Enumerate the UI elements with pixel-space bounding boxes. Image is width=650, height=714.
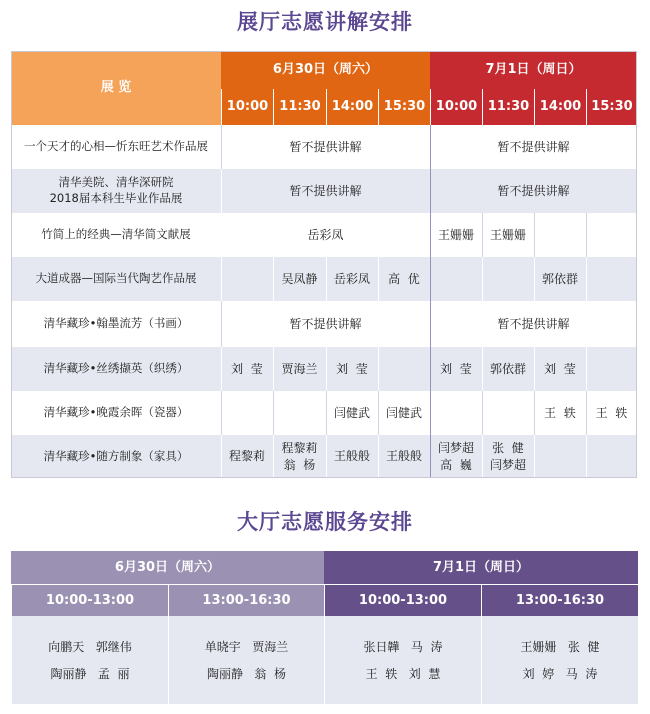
volunteer-cell bbox=[586, 435, 637, 478]
volunteer-cell: 刘 莹 bbox=[336, 361, 368, 376]
volunteer-cell bbox=[221, 257, 273, 301]
service-volunteers bbox=[168, 616, 324, 704]
service-time-header: 13:00-16:30 bbox=[481, 584, 638, 616]
volunteer-cell: 张 健 闫梦超 bbox=[489, 441, 526, 472]
service-title: 大厅志愿服务安排 bbox=[237, 510, 413, 534]
volunteer-cell: 刘 莹 bbox=[544, 361, 576, 376]
day1-merged-cell: 暂不提供讲解 bbox=[289, 183, 362, 198]
exhibit-name: 清华藏珍•翰墨流芳（书画） bbox=[43, 316, 189, 331]
volunteer-cell bbox=[221, 391, 273, 435]
time-header-1: 10:00 bbox=[221, 89, 273, 125]
service-volunteers bbox=[324, 616, 481, 704]
time-header-7: 14:00 bbox=[534, 89, 586, 125]
time-header-6: 11:30 bbox=[482, 89, 534, 125]
volunteer-cell bbox=[534, 435, 586, 478]
volunteer-cell: 贾海兰 bbox=[281, 361, 318, 376]
service-volunteer-line: 王 轶 刘 慧 bbox=[365, 667, 441, 681]
exhibit-name: 清华藏珍•随方制象（家具） bbox=[43, 448, 189, 463]
volunteer-cell bbox=[586, 347, 637, 391]
volunteer-cell: 郭依群 bbox=[489, 361, 526, 376]
service-volunteer-line: 王姗姗 张 健 bbox=[520, 640, 600, 654]
volunteer-cell: 吴凤静 bbox=[281, 271, 318, 286]
time-header-8: 15:30 bbox=[586, 89, 637, 125]
volunteer-cell: 王 轶 bbox=[595, 405, 628, 420]
service-volunteer-line: 陶丽静 翁 杨 bbox=[206, 667, 287, 681]
explanation-schedule-table bbox=[11, 51, 637, 478]
volunteer-cell bbox=[273, 391, 326, 435]
volunteer-cell: 王 轶 bbox=[544, 405, 576, 420]
volunteer-cell: 王般般 bbox=[333, 449, 370, 464]
service-volunteers bbox=[481, 616, 638, 704]
exhibit-name: 清华藏珍•丝绣撷英（织绣） bbox=[43, 361, 189, 376]
volunteer-cell: 闫梦超 高 巍 bbox=[437, 441, 474, 472]
volunteer-cell: 王姗姗 bbox=[437, 227, 474, 242]
time-header-5: 10:00 bbox=[430, 89, 482, 125]
day2-merged-cell: 暂不提供讲解 bbox=[497, 316, 570, 331]
volunteer-cell bbox=[430, 391, 482, 435]
volunteer-cell: 王般般 bbox=[385, 449, 422, 464]
service-volunteer-line: 张日韡 马 涛 bbox=[363, 640, 443, 654]
volunteer-cell: 程黎莉 bbox=[228, 449, 265, 464]
volunteer-cell: 闫健武 bbox=[385, 405, 422, 420]
service-volunteer-line: 向鹏天 郭继伟 bbox=[48, 640, 132, 654]
volunteer-cell bbox=[586, 257, 637, 301]
service-volunteer-line: 刘 婷 马 涛 bbox=[522, 667, 598, 681]
exhibit-name: 清华藏珍•晚霞余晖（瓷器） bbox=[43, 405, 189, 420]
day1-merged-cell: 岳彩凤 bbox=[221, 213, 430, 257]
time-header-3: 14:00 bbox=[326, 89, 378, 125]
time-header-4: 15:30 bbox=[378, 89, 430, 125]
volunteer-cell bbox=[430, 257, 482, 301]
exhibit-column-header: 展 览 bbox=[11, 51, 221, 125]
volunteer-cell bbox=[586, 213, 637, 257]
service-time-header: 10:00-13:00 bbox=[11, 584, 168, 616]
service-time-header: 13:00-16:30 bbox=[168, 584, 324, 616]
exhibit-name: 大道成器—国际当代陶艺作品展 bbox=[35, 271, 197, 286]
volunteer-cell bbox=[482, 391, 534, 435]
exhibit-name: 清华美院、清华深研院 2018届本科生毕业作品展 bbox=[49, 175, 183, 205]
day1-header: 6月30日（周六） bbox=[221, 51, 430, 89]
volunteer-cell: 高 优 bbox=[388, 271, 420, 286]
volunteer-cell: 刘 莹 bbox=[231, 361, 263, 376]
hall-service-table bbox=[11, 551, 638, 704]
volunteer-cell: 程黎莉 翁 杨 bbox=[281, 441, 318, 472]
volunteer-cell: 郭依群 bbox=[541, 271, 578, 286]
exhibit-name: 竹简上的经典—清华简文献展 bbox=[41, 227, 191, 242]
service-day1-header: 6月30日（周六） bbox=[11, 551, 324, 584]
volunteer-cell: 闫健武 bbox=[333, 405, 370, 420]
volunteer-cell bbox=[378, 347, 430, 391]
volunteer-cell: 岳彩凤 bbox=[333, 271, 370, 286]
day1-merged-cell: 暂不提供讲解 bbox=[289, 139, 362, 154]
service-day2-header: 7月1日（周日） bbox=[324, 551, 638, 584]
volunteer-cell: 王姗姗 bbox=[489, 227, 526, 242]
schedule-title: 展厅志愿讲解安排 bbox=[237, 10, 413, 34]
day-divider bbox=[430, 125, 431, 478]
volunteer-cell: 刘 莹 bbox=[440, 361, 472, 376]
day2-merged-cell: 暂不提供讲解 bbox=[497, 183, 570, 198]
volunteer-cell bbox=[534, 213, 586, 257]
exhibit-name: 一个天才的心相—忻东旺艺术作品展 bbox=[24, 139, 208, 154]
service-time-header: 10:00-13:00 bbox=[324, 584, 481, 616]
day2-merged-cell: 暂不提供讲解 bbox=[497, 139, 570, 154]
service-volunteer-line: 单晓宇 贾海兰 bbox=[204, 640, 289, 654]
day2-header: 7月1日（周日） bbox=[430, 51, 637, 89]
day1-merged-cell: 暂不提供讲解 bbox=[289, 316, 362, 331]
time-header-2: 11:30 bbox=[273, 89, 326, 125]
volunteer-cell bbox=[482, 257, 534, 301]
service-volunteer-line: 陶丽静 孟 丽 bbox=[50, 667, 130, 681]
service-volunteers bbox=[11, 616, 168, 704]
